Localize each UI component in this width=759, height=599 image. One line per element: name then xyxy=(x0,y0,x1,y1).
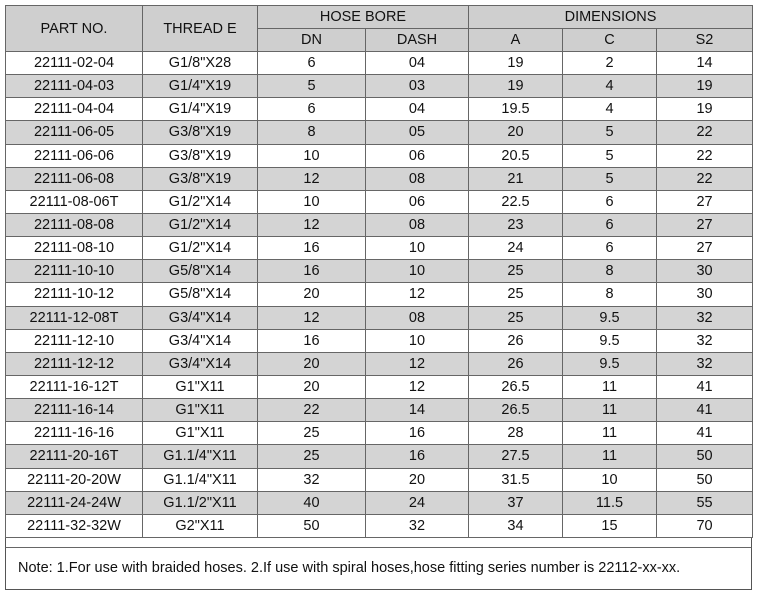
fitting-spec-table xyxy=(5,5,753,538)
dn-cell: 16 xyxy=(258,260,366,283)
dn-cell: 20 xyxy=(258,283,366,306)
dash-cell: 24 xyxy=(366,491,469,514)
dash-cell: 10 xyxy=(366,329,469,352)
part-no-cell: 22111-04-04 xyxy=(6,98,143,121)
col-header-hose-bore: HOSE BORE xyxy=(258,6,469,29)
dn-cell: 6 xyxy=(258,98,366,121)
part-no-cell: 22111-20-20W xyxy=(6,468,143,491)
dim-s2-cell: 41 xyxy=(657,399,753,422)
dash-cell: 08 xyxy=(366,167,469,190)
dash-cell: 16 xyxy=(366,422,469,445)
dn-cell: 12 xyxy=(258,167,366,190)
table-row xyxy=(6,260,753,283)
table-row xyxy=(6,167,753,190)
dn-cell: 16 xyxy=(258,329,366,352)
part-no-cell: 22111-06-08 xyxy=(6,167,143,190)
table-row xyxy=(6,144,753,167)
dim-a-cell: 20.5 xyxy=(469,144,563,167)
thread-cell: G3/8"X19 xyxy=(143,167,258,190)
dim-a-cell: 24 xyxy=(469,237,563,260)
dim-s2-cell: 30 xyxy=(657,260,753,283)
col-header-a: A xyxy=(469,29,563,52)
dn-cell: 5 xyxy=(258,75,366,98)
part-no-cell: 22111-12-10 xyxy=(6,329,143,352)
dim-s2-cell: 50 xyxy=(657,445,753,468)
dim-a-cell: 20 xyxy=(469,121,563,144)
thread-cell: G1/2"X14 xyxy=(143,237,258,260)
thread-cell: G1/2"X14 xyxy=(143,213,258,236)
thread-cell: G1/2"X14 xyxy=(143,190,258,213)
part-no-cell: 22111-06-05 xyxy=(6,121,143,144)
part-no-cell: 22111-08-06T xyxy=(6,190,143,213)
dim-a-cell: 19 xyxy=(469,75,563,98)
table-row xyxy=(6,468,753,491)
col-header-part-no: PART NO. xyxy=(6,6,143,52)
table-row xyxy=(6,213,753,236)
dim-c-cell: 8 xyxy=(563,283,657,306)
dash-cell: 04 xyxy=(366,52,469,75)
thread-cell: G5/8"X14 xyxy=(143,283,258,306)
table-row xyxy=(6,52,753,75)
dim-s2-cell: 27 xyxy=(657,190,753,213)
dash-cell: 06 xyxy=(366,190,469,213)
dn-cell: 6 xyxy=(258,52,366,75)
dim-c-cell: 11 xyxy=(563,399,657,422)
dim-s2-cell: 70 xyxy=(657,514,753,537)
part-no-cell: 22111-24-24W xyxy=(6,491,143,514)
col-header-c: C xyxy=(563,29,657,52)
part-no-cell: 22111-02-04 xyxy=(6,52,143,75)
dash-cell: 32 xyxy=(366,514,469,537)
col-header-dimensions: DIMENSIONS xyxy=(469,6,753,29)
table-row xyxy=(6,352,753,375)
thread-cell: G3/8"X19 xyxy=(143,121,258,144)
part-no-cell: 22111-12-12 xyxy=(6,352,143,375)
part-no-cell: 22111-32-32W xyxy=(6,514,143,537)
dim-a-cell: 37 xyxy=(469,491,563,514)
dim-a-cell: 28 xyxy=(469,422,563,445)
part-no-cell: 22111-16-14 xyxy=(6,399,143,422)
dim-c-cell: 15 xyxy=(563,514,657,537)
dim-c-cell: 5 xyxy=(563,144,657,167)
dash-cell: 06 xyxy=(366,144,469,167)
dim-s2-cell: 19 xyxy=(657,98,753,121)
dim-s2-cell: 27 xyxy=(657,213,753,236)
thread-cell: G3/4"X14 xyxy=(143,306,258,329)
dn-cell: 12 xyxy=(258,306,366,329)
dim-a-cell: 34 xyxy=(469,514,563,537)
dim-s2-cell: 27 xyxy=(657,237,753,260)
dim-s2-cell: 32 xyxy=(657,352,753,375)
thread-cell: G1.1/4"X11 xyxy=(143,445,258,468)
table-row xyxy=(6,375,753,398)
dim-s2-cell: 32 xyxy=(657,329,753,352)
dim-c-cell: 5 xyxy=(563,121,657,144)
dim-c-cell: 4 xyxy=(563,98,657,121)
dim-a-cell: 25 xyxy=(469,260,563,283)
dim-c-cell: 11.5 xyxy=(563,491,657,514)
table-row xyxy=(6,121,753,144)
dash-cell: 04 xyxy=(366,98,469,121)
table-row xyxy=(6,491,753,514)
dim-a-cell: 26.5 xyxy=(469,399,563,422)
table-row xyxy=(6,445,753,468)
dash-cell: 12 xyxy=(366,283,469,306)
dn-cell: 20 xyxy=(258,352,366,375)
dash-cell: 03 xyxy=(366,75,469,98)
dn-cell: 12 xyxy=(258,213,366,236)
dim-a-cell: 23 xyxy=(469,213,563,236)
dn-cell: 10 xyxy=(258,144,366,167)
dash-cell: 10 xyxy=(366,260,469,283)
table-row xyxy=(6,422,753,445)
dim-c-cell: 6 xyxy=(563,213,657,236)
dn-cell: 50 xyxy=(258,514,366,537)
part-no-cell: 22111-06-06 xyxy=(6,144,143,167)
thread-cell: G3/4"X14 xyxy=(143,329,258,352)
dim-a-cell: 25 xyxy=(469,306,563,329)
dim-c-cell: 9.5 xyxy=(563,352,657,375)
dim-s2-cell: 19 xyxy=(657,75,753,98)
dn-cell: 16 xyxy=(258,237,366,260)
col-header-dn: DN xyxy=(258,29,366,52)
col-header-thread: THREAD E xyxy=(143,6,258,52)
dim-a-cell: 22.5 xyxy=(469,190,563,213)
dim-a-cell: 31.5 xyxy=(469,468,563,491)
dash-cell: 10 xyxy=(366,237,469,260)
dash-cell: 20 xyxy=(366,468,469,491)
dim-a-cell: 26 xyxy=(469,352,563,375)
dim-c-cell: 11 xyxy=(563,422,657,445)
part-no-cell: 22111-16-16 xyxy=(6,422,143,445)
part-no-cell: 22111-10-12 xyxy=(6,283,143,306)
dim-a-cell: 21 xyxy=(469,167,563,190)
table-row xyxy=(6,306,753,329)
dn-cell: 25 xyxy=(258,445,366,468)
part-no-cell: 22111-20-16T xyxy=(6,445,143,468)
dim-c-cell: 11 xyxy=(563,445,657,468)
dash-cell: 12 xyxy=(366,375,469,398)
part-no-cell: 22111-04-03 xyxy=(6,75,143,98)
thread-cell: G3/4"X14 xyxy=(143,352,258,375)
dn-cell: 25 xyxy=(258,422,366,445)
dim-a-cell: 26 xyxy=(469,329,563,352)
col-header-s2: S2 xyxy=(657,29,753,52)
spec-table-body xyxy=(6,52,753,538)
dn-cell: 20 xyxy=(258,375,366,398)
dim-s2-cell: 41 xyxy=(657,375,753,398)
dim-s2-cell: 32 xyxy=(657,306,753,329)
thread-cell: G5/8"X14 xyxy=(143,260,258,283)
dn-cell: 10 xyxy=(258,190,366,213)
table-row xyxy=(6,98,753,121)
part-no-cell: 22111-12-08T xyxy=(6,306,143,329)
thread-cell: G1/4"X19 xyxy=(143,75,258,98)
footnote: Note: 1.For use with braided hoses. 2.If use with spiral hoses,hose fitting series number is 22112-xx-xx. xyxy=(5,547,752,590)
dim-s2-cell: 22 xyxy=(657,121,753,144)
dash-cell: 05 xyxy=(366,121,469,144)
thread-cell: G1"X11 xyxy=(143,399,258,422)
table-row xyxy=(6,283,753,306)
dim-s2-cell: 30 xyxy=(657,283,753,306)
dim-a-cell: 27.5 xyxy=(469,445,563,468)
dim-c-cell: 2 xyxy=(563,52,657,75)
thread-cell: G2"X11 xyxy=(143,514,258,537)
dn-cell: 32 xyxy=(258,468,366,491)
thread-cell: G1"X11 xyxy=(143,422,258,445)
thread-cell: G1.1/2"X11 xyxy=(143,491,258,514)
dash-cell: 14 xyxy=(366,399,469,422)
thread-cell: G1"X11 xyxy=(143,375,258,398)
dim-a-cell: 26.5 xyxy=(469,375,563,398)
part-no-cell: 22111-08-10 xyxy=(6,237,143,260)
thread-cell: G1.1/4"X11 xyxy=(143,468,258,491)
dim-c-cell: 6 xyxy=(563,190,657,213)
dn-cell: 8 xyxy=(258,121,366,144)
table-row xyxy=(6,75,753,98)
table-row xyxy=(6,237,753,260)
part-no-cell: 22111-08-08 xyxy=(6,213,143,236)
thread-cell: G1/4"X19 xyxy=(143,98,258,121)
dash-cell: 12 xyxy=(366,352,469,375)
dash-cell: 16 xyxy=(366,445,469,468)
table-row xyxy=(6,399,753,422)
dim-s2-cell: 41 xyxy=(657,422,753,445)
header-row-top xyxy=(6,6,753,29)
dn-cell: 40 xyxy=(258,491,366,514)
dim-c-cell: 11 xyxy=(563,375,657,398)
dim-s2-cell: 22 xyxy=(657,167,753,190)
dim-a-cell: 25 xyxy=(469,283,563,306)
col-header-dash: DASH xyxy=(366,29,469,52)
dim-c-cell: 9.5 xyxy=(563,329,657,352)
dim-c-cell: 8 xyxy=(563,260,657,283)
dim-c-cell: 10 xyxy=(563,468,657,491)
dim-s2-cell: 50 xyxy=(657,468,753,491)
dim-c-cell: 6 xyxy=(563,237,657,260)
dim-s2-cell: 22 xyxy=(657,144,753,167)
part-no-cell: 22111-10-10 xyxy=(6,260,143,283)
thread-cell: G1/8"X28 xyxy=(143,52,258,75)
dash-cell: 08 xyxy=(366,213,469,236)
table-row xyxy=(6,329,753,352)
table-row xyxy=(6,190,753,213)
dim-c-cell: 4 xyxy=(563,75,657,98)
thread-cell: G3/8"X19 xyxy=(143,144,258,167)
dn-cell: 22 xyxy=(258,399,366,422)
table-row xyxy=(6,514,753,537)
dim-c-cell: 9.5 xyxy=(563,306,657,329)
dim-s2-cell: 14 xyxy=(657,52,753,75)
part-no-cell: 22111-16-12T xyxy=(6,375,143,398)
dim-a-cell: 19 xyxy=(469,52,563,75)
dash-cell: 08 xyxy=(366,306,469,329)
dim-s2-cell: 55 xyxy=(657,491,753,514)
dim-c-cell: 5 xyxy=(563,167,657,190)
dim-a-cell: 19.5 xyxy=(469,98,563,121)
